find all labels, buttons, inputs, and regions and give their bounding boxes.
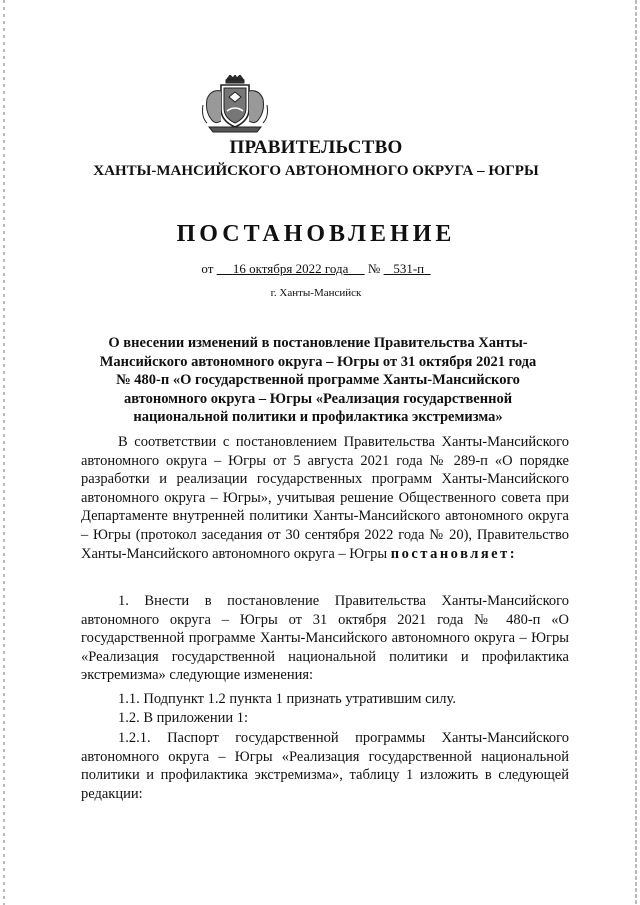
- document-heading: О внесении изменений в постановление Правительства Ханты-Мансийского автономного округа – Югры от 31 октября 2021 года № 480-п «О государственной программе Ханты-Мансийского автономного округа – Югры «Реализация государственной национальной политики и профилактика экстремизма»: [99, 335, 537, 425]
- scan-edge-left: [3, 0, 5, 905]
- document-type-title: ПОСТАНОВЛЕНИЕ: [176, 221, 456, 247]
- item-1-paragraph: 1. Внести в постановление Правительства Ханты-Мансийского автономного округа – Югры от 31 октября 2021 года № 480-п «О государственной программе Ханты-Мансийского автономного округа – Югры «Реализация государственной национальной политики и профилактика экстремизма» следующие изменения:: [81, 593, 569, 684]
- scan-edge-right: [635, 0, 637, 905]
- org-name-line1: ПРАВИТЕЛЬСТВО: [229, 137, 403, 158]
- number-prefix: №: [367, 261, 381, 276]
- item-1-2-paragraph: 1.2. В приложении 1:: [118, 710, 249, 726]
- preamble-text: В соответствии с постановлением Правительства Ханты-Мансийского автономного округа – Югры от 5 августа 2021 года № 289-п «О порядке разработки и реализации государственных программ Ханты-Мансийского автономного округа – Югры», учитывая решение Общественного совета при Департаменте внутренней политики Ханты-Мансийского автономного округа – Югры (протокол заседания от 30 сентября 2022 года № 20), Правительство Ханты-Мансийского автономного округа – Югры: [81, 434, 569, 562]
- org-name-line2: ХАНТЫ-МАНСИЙСКОГО АВТОНОМНОГО ОКРУГА – ЮГРЫ: [93, 163, 539, 179]
- item-1-2-1-paragraph: 1.2.1. Паспорт государственной программы Ханты-Мансийского автономного округа – Югры «Реализация государственной национальной политики и профилактика экстремизма», таблицу 1 изложить в следующей редакции:: [81, 730, 569, 802]
- document-date: 16 октября 2022 года: [232, 261, 349, 276]
- document-number: 531-п: [393, 261, 425, 276]
- date-prefix: от: [201, 261, 214, 276]
- resolves-word: постановляет:: [390, 545, 518, 562]
- city-of-issue: г. Ханты-Мансийск: [270, 287, 362, 299]
- item-1-1-paragraph: 1.1. Подпункт 1.2 пункта 1 признать утратившим силу.: [118, 691, 456, 707]
- date-number-line: [0, 261, 632, 277]
- coat-of-arms-emblem: [199, 75, 271, 135]
- preamble-paragraph: [81, 433, 569, 563]
